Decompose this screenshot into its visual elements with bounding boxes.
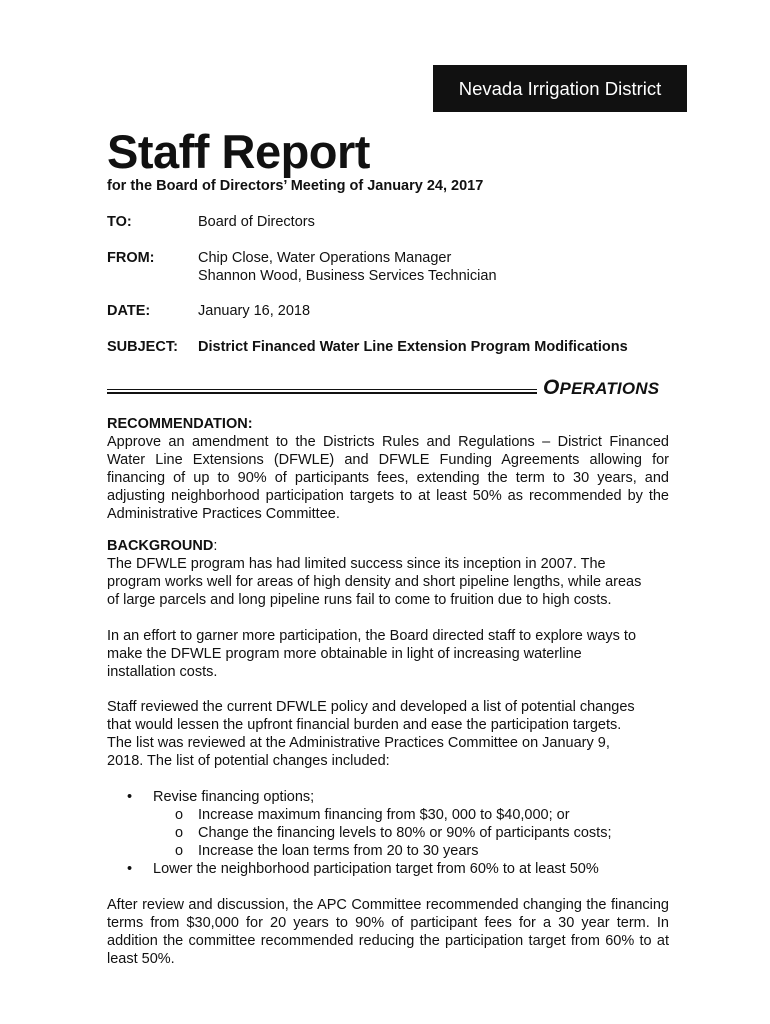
potential-changes-list xyxy=(107,788,669,878)
department-label xyxy=(543,376,659,400)
sub-bullet-glyph: o xyxy=(175,807,184,823)
section-divider xyxy=(107,389,537,394)
paragraph-line: that would lessen the upfront financial burden and ease the participation targets. xyxy=(107,717,622,733)
conclusion-section xyxy=(107,896,669,968)
sub-list-item-text: Change the financing levels to 80% or 90% of participants costs; xyxy=(198,825,612,841)
to-value: Board of Directors xyxy=(198,214,315,230)
to-label: TO: xyxy=(107,214,132,230)
paragraph-line: 2018. The list of potential changes included: xyxy=(107,753,390,769)
recommendation-text: Approve an amendment to the Districts Rules and Regulations – District Financed Water Line Extensions (DFWLE) and DFWLE Funding Agreements allowing for financing of up to 90% of participants fees, extending the term to 30 years, and adjusting neighborhood participation targets to at least 50% as recommended by the Administrative Practices Committee. xyxy=(107,434,669,522)
sub-list-item-text: Increase the loan terms from 20 to 30 years xyxy=(198,843,479,859)
paragraph-line: make the DFWLE program more obtainable in light of increasing waterline xyxy=(107,646,582,662)
from-value-line2: Shannon Wood, Business Services Technician xyxy=(198,268,497,284)
date-value: January 16, 2018 xyxy=(198,303,311,319)
paragraph-line: The list was reviewed at the Administrative Practices Committee on January 9, xyxy=(107,735,610,751)
background-paragraph-3 xyxy=(107,698,669,770)
department-rest: PERATIONS xyxy=(559,379,660,398)
background-heading-row xyxy=(107,537,669,555)
list-item-text: Lower the neighborhood participation target from 60% to at least 50% xyxy=(153,861,599,877)
department-initial: O xyxy=(543,376,560,399)
background-heading-colon: : xyxy=(213,538,218,554)
sub-list-item-text: Increase maximum financing from $30, 000 to $40,000; or xyxy=(198,807,570,823)
subject-value: District Financed Water Line Extension Program Modifications xyxy=(198,339,628,355)
date-label: DATE: xyxy=(107,303,151,319)
subject-label: SUBJECT: xyxy=(107,339,178,355)
paragraph-line: of large parcels and long pipeline runs fail to come to fruition due to high costs. xyxy=(107,592,612,608)
background-paragraph-2 xyxy=(107,627,669,681)
bullet-glyph: • xyxy=(127,789,133,805)
background-heading: BACKGROUND xyxy=(107,538,214,554)
paragraph-line: Staff reviewed the current DFWLE policy and developed a list of potential changes xyxy=(107,699,635,715)
organization-name: Nevada Irrigation District xyxy=(458,77,662,99)
bullet-glyph: • xyxy=(127,861,133,877)
organization-banner xyxy=(433,65,687,112)
sub-list-item xyxy=(107,842,669,860)
from-value-line1: Chip Close, Water Operations Manager xyxy=(198,250,452,266)
paragraph-line: The DFWLE program has had limited success since its inception in 2007. The xyxy=(107,556,606,572)
sub-bullet-glyph: o xyxy=(175,843,184,859)
background-section xyxy=(107,537,669,609)
paragraph-line: installation costs. xyxy=(107,664,218,680)
list-item xyxy=(107,860,669,878)
background-paragraph-1 xyxy=(107,555,669,609)
conclusion-text: After review and discussion, the APC Committee recommended changing the financing terms from $30,000 for 20 years to 90% of participant fees for a 30 year term. In addition the committee recommended reducing the participation target from 60% to at least 50%. xyxy=(107,897,669,967)
recommendation-section xyxy=(107,415,669,523)
sub-list-item xyxy=(107,824,669,842)
meeting-subtitle: for the Board of Directors’ Meeting of January 24, 2017 xyxy=(107,178,484,194)
recommendation-heading: RECOMMENDATION: xyxy=(107,416,253,432)
sub-list-item xyxy=(107,806,669,824)
paragraph-line: In an effort to garner more participation, the Board directed staff to explore ways to xyxy=(107,628,637,644)
from-label: FROM: xyxy=(107,250,155,266)
report-title: Staff Report xyxy=(107,125,370,178)
list-item xyxy=(107,788,669,806)
list-item-text: Revise financing options; xyxy=(153,789,315,805)
sub-bullet-glyph: o xyxy=(175,825,184,841)
paragraph-line: program works well for areas of high density and short pipeline lengths, while areas xyxy=(107,574,642,590)
